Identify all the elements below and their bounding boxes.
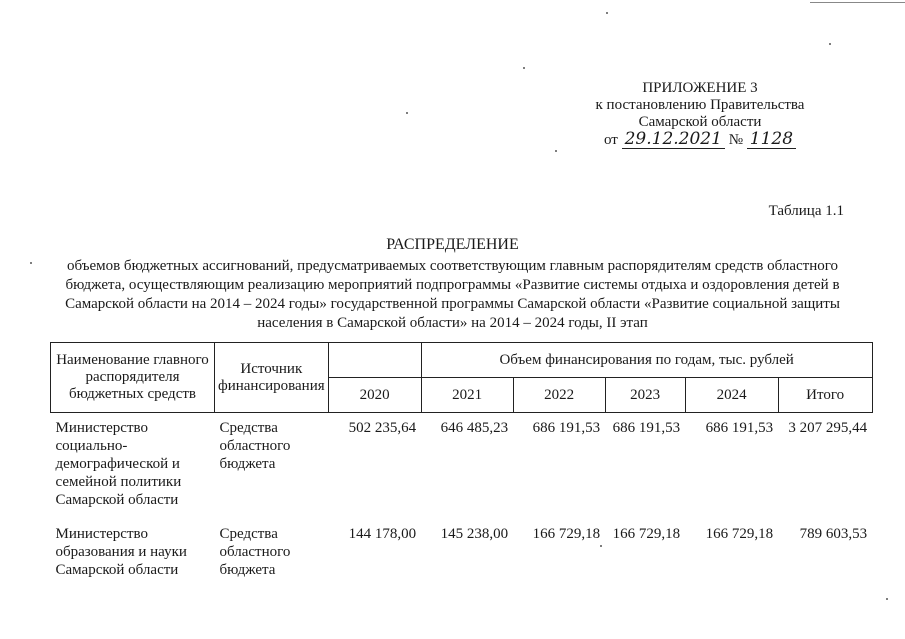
scan-speck (406, 112, 408, 114)
scan-speck (555, 150, 557, 152)
cell-total: 789 603,53 (799, 526, 868, 542)
appendix-signature-line (570, 131, 830, 149)
scan-speck (30, 262, 32, 264)
appendix-line2: Самарской области (638, 114, 762, 130)
scan-speck (829, 43, 831, 45)
document-subtitle: объемов бюджетных ассигнований, предусматриваемых соответствующим главным распорядителям средств областного бюджета, осуществляющим реализацию мероприятий подпрограммы «Развитие системы отдыха и оздоровления детей в Самарской области на 2014 – 2024 годы» государственной программы Самарской области «Развитие социальной защиты населения в Самарской области» на 2014 – 2024 годы, II этап (65, 258, 840, 331)
cell-source: Средства областного бюджета (219, 420, 291, 472)
header-funding-group: Объем финансирования по годам, тыс. рублей (421, 343, 872, 378)
header-year: 2023 (605, 378, 685, 413)
header-administrator: Наименование главного распорядителя бюджетных средств (51, 343, 215, 413)
scan-speck (523, 67, 525, 69)
funding-table (50, 342, 873, 581)
cell-value: 686 191,53 (532, 420, 601, 436)
header-source: Источник финансирования (215, 343, 329, 413)
handwritten-date: 29.12.2021 (622, 131, 725, 149)
cell-total: 3 207 295,44 (788, 420, 868, 436)
header-year: 2021 (421, 378, 513, 413)
scan-speck (600, 545, 602, 547)
scan-edge-line (810, 2, 905, 3)
cell-value: 686 191,53 (612, 420, 681, 436)
handwritten-number: 1128 (747, 131, 796, 149)
table-row (51, 417, 873, 523)
cell-value: 166 729,18 (532, 526, 601, 542)
appendix-title: ПРИЛОЖЕНИЕ 3 (642, 80, 758, 96)
table-row (51, 523, 873, 581)
header-empty-cell (328, 343, 421, 378)
cell-administrator: Министерство образования и науки Самарской области (55, 526, 187, 578)
cell-value: 646 485,23 (440, 420, 509, 436)
header-total: Итого (778, 378, 872, 413)
appendix-line1: к постановлению Правительства (595, 97, 805, 113)
header-year: 2022 (513, 378, 605, 413)
header-year: 2020 (328, 378, 421, 413)
date-prefix: от (603, 132, 618, 148)
cell-source: Средства областного бюджета (219, 526, 291, 578)
cell-value: 686 191,53 (705, 420, 774, 436)
scan-speck (886, 598, 888, 600)
cell-value: 144 178,00 (348, 526, 417, 542)
table-header-row-1 (51, 343, 873, 378)
document-title: РАСПРЕДЕЛЕНИЕ (386, 236, 519, 253)
appendix-block (570, 80, 830, 149)
cell-value: 166 729,18 (612, 526, 681, 542)
cell-administrator: Министерство социально-демографической и семейной политики Самарской области (55, 420, 182, 508)
number-prefix: № (728, 132, 743, 148)
cell-value: 145 238,00 (440, 526, 509, 542)
cell-value: 502 235,64 (348, 420, 417, 436)
table-number: Таблица 1.1 (768, 203, 844, 219)
cell-value: 166 729,18 (705, 526, 774, 542)
scan-speck (606, 12, 608, 14)
header-year: 2024 (685, 378, 778, 413)
